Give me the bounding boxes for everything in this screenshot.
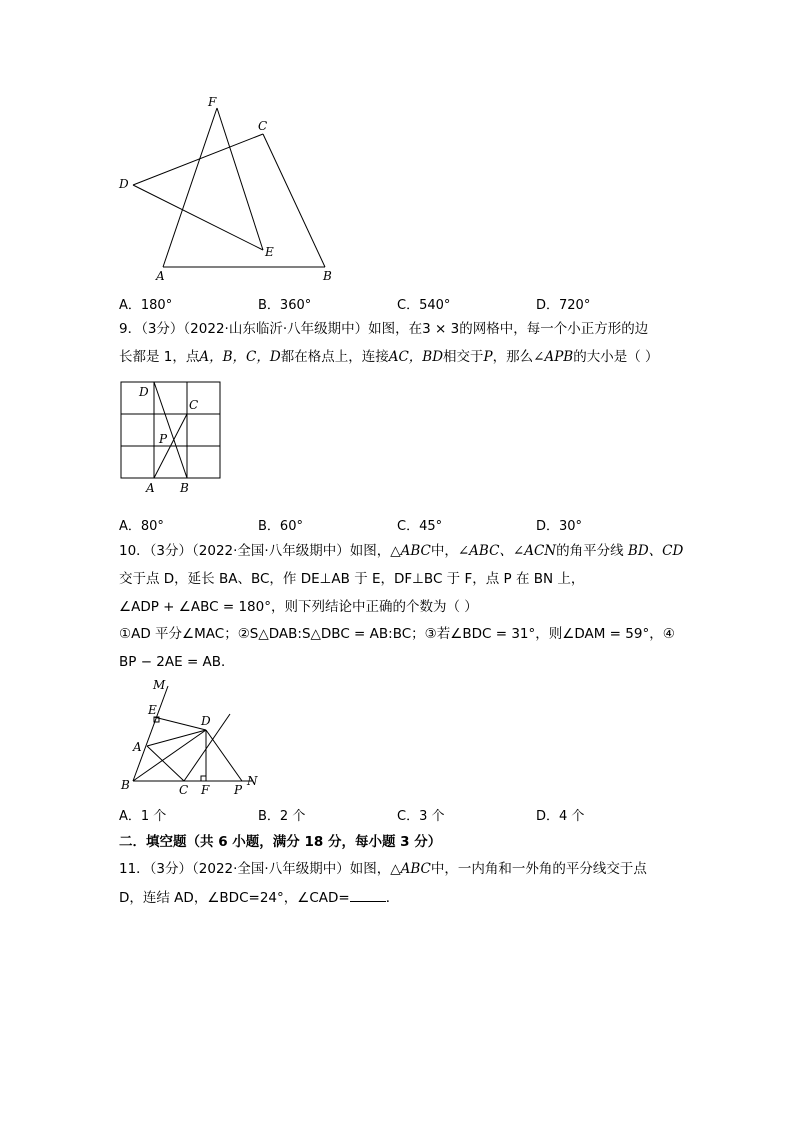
q11-line-1 <box>119 859 647 879</box>
q9-text-5: 相交于 <box>443 349 484 365</box>
label-c: C <box>189 398 199 412</box>
q10-line-1 <box>119 541 683 561</box>
label-e: E <box>265 245 274 259</box>
q10-bd-cd: BD、CD <box>627 543 684 559</box>
q10-angles: ∠ABC、∠ACN <box>457 543 557 559</box>
q8-option-d: D．720° <box>536 298 591 313</box>
segment-ad <box>147 730 206 746</box>
q8-option-c: C．540° <box>397 298 451 313</box>
segment-bd <box>133 730 206 781</box>
label-d: D <box>139 385 149 399</box>
q10-option-c: C．3 个 <box>397 809 445 824</box>
q9-text-4: 都在格点上，连接 <box>280 349 389 365</box>
q9-option-b: B．60° <box>258 519 303 534</box>
answer-blank[interactable] <box>350 887 386 902</box>
label-f: F <box>208 95 217 109</box>
q10-option-a: A．1 个 <box>119 809 167 824</box>
segment-fe <box>217 108 263 250</box>
q10-option-b: B．2 个 <box>258 809 306 824</box>
label-c: C <box>258 119 268 133</box>
label-e: E <box>148 703 157 717</box>
label-a: A <box>146 481 155 495</box>
q11-line-2 <box>119 887 399 908</box>
q10-line-4: ①AD 平分∠MAC；②S△DAB:S△DBC = AB:BC；③若∠BDC = 31°，则∠DAM = 59°，④ <box>119 626 675 642</box>
segment-bd <box>154 382 187 478</box>
label-d: D <box>201 714 211 728</box>
label-f: F <box>201 783 210 797</box>
label-c: C <box>179 783 189 797</box>
q9-option-c: C．45° <box>397 519 443 534</box>
label-n: N <box>247 774 258 788</box>
q8-option-a: A．180° <box>119 298 173 313</box>
q11-triangle: △ABC <box>390 861 431 877</box>
label-m: M <box>153 678 166 692</box>
segment-dc <box>133 134 263 185</box>
q9-text-2: 的网格中，每一个小正方形的边 <box>459 321 649 337</box>
q9-angle: ∠APB <box>533 349 574 365</box>
q11-text-1: 11．（3分）（2022·全国·八年级期中）如图， <box>119 861 391 877</box>
q10-option-d: D．4 个 <box>536 809 585 824</box>
q10-text-3: 的角平分线 <box>556 543 628 559</box>
q10-line-5: BP − 2AE = AB． <box>119 654 235 670</box>
label-a: A <box>133 740 142 754</box>
q9-text-3: 长都是 1，点 <box>119 349 200 365</box>
q8-option-b: B．360° <box>258 298 312 313</box>
q10-line-3: ∠ADP + ∠ABC = 180°，则下列结论中正确的个数为（ ） <box>119 599 478 615</box>
figure-q9-grid <box>115 376 230 496</box>
q10-text-1: 10．（3分）（2022·全国·八年级期中）如图， <box>119 543 391 559</box>
label-b: B <box>323 269 332 283</box>
label-b: B <box>121 778 130 792</box>
q10-line-2: 交于点 D，延长 BA、BC，作 DE⊥AB 于 E，DF⊥BC 于 F，点 P 在 BN 上， <box>119 571 585 587</box>
right-angle-f <box>201 776 206 781</box>
q9-grid-expr: 3 × 3 <box>422 321 460 337</box>
q9-option-a: A．80° <box>119 519 164 534</box>
q11-text-2: 中，一内角和一外角的平分线交于点 <box>430 861 647 877</box>
q9-points: A，B，C，D <box>199 349 281 365</box>
label-p: P <box>234 783 243 797</box>
q9-line-2 <box>119 347 659 367</box>
q9-text-1: 9．（3分）（2022·山东临沂·八年级期中）如图，在 <box>119 321 423 337</box>
segment-ed <box>154 717 206 730</box>
q10-text-2: 中， <box>430 543 458 559</box>
label-a: A <box>156 269 165 283</box>
label-d: D <box>119 177 129 191</box>
q9-segments: AC，BD <box>388 349 444 365</box>
section-title: 二．填空题（共 6 小题，满分 18 分，每小题 3 分） <box>119 834 442 850</box>
q11-text-4: ． <box>385 890 400 906</box>
label-p: P <box>159 432 168 446</box>
q9-line-1 <box>119 319 648 339</box>
q10-triangle: △ABC <box>390 543 431 559</box>
q9-point-p: P <box>483 349 493 365</box>
label-b: B <box>180 481 189 495</box>
segment-dp <box>206 730 242 781</box>
q11-text-3: D，连结 AD，∠BDC=24°，∠CAD= <box>119 890 350 906</box>
q9-text-7: 的大小是（ ） <box>573 349 659 365</box>
ray-bm <box>133 686 168 781</box>
figure-q8 <box>110 92 350 287</box>
segment-af <box>163 108 217 267</box>
q9-option-d: D．30° <box>536 519 583 534</box>
segment-de <box>133 185 263 250</box>
segment-ac <box>147 746 184 781</box>
q9-text-6: ，那么 <box>492 349 534 365</box>
figure-q10 <box>112 676 272 800</box>
